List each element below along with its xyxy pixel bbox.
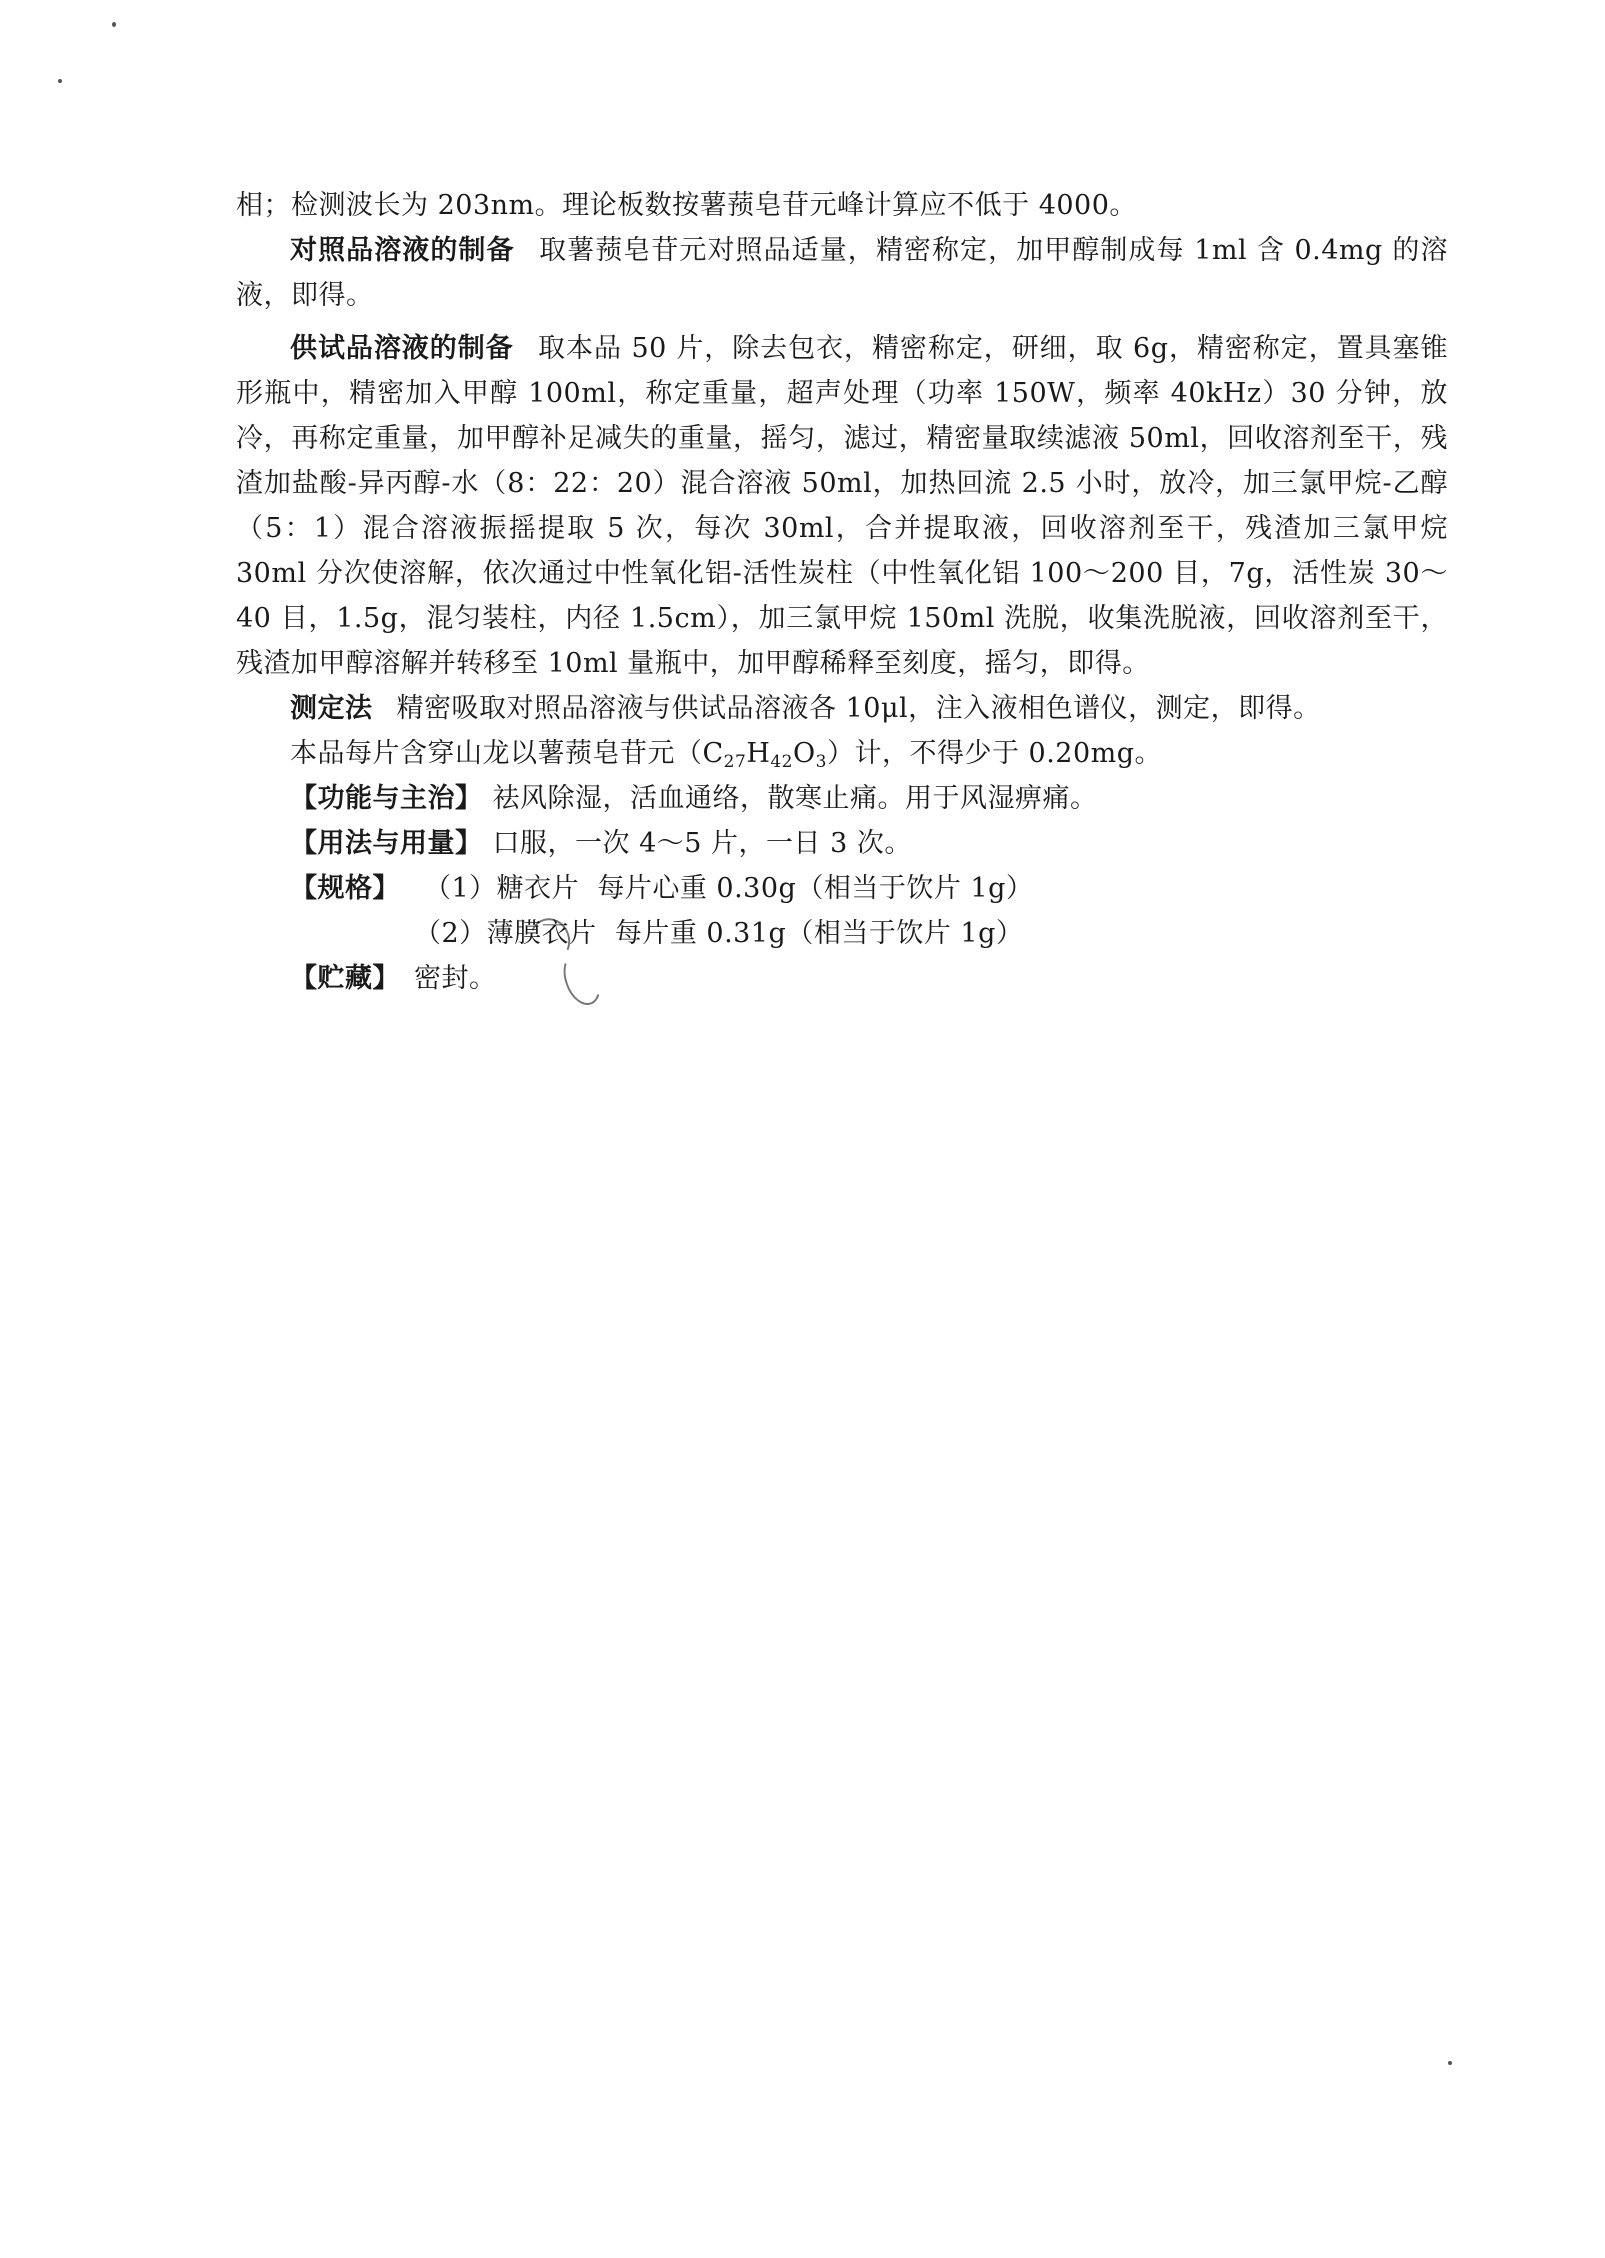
functions-heading: 【功能与主治】 — [290, 783, 483, 814]
spec-item-1: （1）糖衣片 每片心重 0.30g（相当于饮片 1g） — [424, 873, 1034, 904]
document-body — [236, 183, 1448, 1001]
usage-line — [236, 821, 1448, 866]
usage-text: 口服，一次 4～5 片，一日 3 次。 — [492, 828, 912, 859]
functions-text: 祛风除湿，活血通络，散寒止痛。用于风湿痹痛。 — [492, 783, 1098, 814]
formula-sub-42: 42 — [770, 752, 793, 772]
spec-heading: 【规格】 — [290, 873, 400, 904]
formula-h: H — [746, 738, 771, 769]
paragraph-sample-prep — [236, 326, 1448, 686]
content-limit-before: 本品每片含穿山龙以薯蓣皂苷元（C — [290, 738, 724, 769]
formula-o: O — [793, 738, 816, 769]
formula-sub-3: 3 — [815, 752, 827, 772]
spec-item-2: （2）薄膜衣片 每片重 0.31g（相当于饮片 1g） — [414, 918, 1024, 949]
content-limit-line — [236, 731, 1448, 776]
reference-prep-heading: 对照品溶液的制备 — [290, 235, 515, 266]
sample-prep-heading: 供试品溶液的制备 — [290, 333, 514, 364]
paragraph-detection — [236, 183, 1448, 228]
storage-line — [236, 956, 1448, 1001]
scan-speck — [1448, 2061, 1452, 2065]
content-limit-after: ）计，不得少于 0.20mg。 — [826, 738, 1163, 769]
usage-heading: 【用法与用量】 — [290, 828, 483, 859]
scan-speck — [112, 22, 116, 27]
formula-sub-27: 27 — [723, 752, 747, 772]
spec-line-1 — [236, 866, 1448, 911]
paragraph-assay — [236, 686, 1448, 731]
detection-text: 相；检测波长为 203nm。理论板数按薯蓣皂苷元峰计算应不低于 4000。 — [236, 190, 1137, 221]
storage-text: 密封。 — [414, 963, 497, 994]
storage-heading: 【贮藏】 — [290, 963, 400, 994]
spec-line-2 — [236, 911, 1448, 956]
assay-text: 精密吸取对照品溶液与供试品溶液各 10μl，注入液相色谱仪，测定，即得。 — [396, 693, 1321, 724]
functions-line — [236, 776, 1448, 821]
assay-heading: 测定法 — [290, 693, 373, 724]
sample-prep-text: 取本品 50 片，除去包衣，精密称定，研细，取 6g，精密称定，置具塞锥形瓶中，精密加入甲醇 100ml，称定重量，超声处理（功率 150W，频率 40kHz）30 分钟，放冷，再称定重量，加甲醇补足减失的重量，摇匀，滤过，精密量取续滤液 50ml，回收溶剂至干，残渣加盐酸-异丙醇-水（8：22：20）混合溶液 50ml，加热回流 2.5 小时，放冷，加三氯甲烷-乙醇（5：1）混合溶液振摇提取 5 次，每次 30ml，合并提取液，回收溶剂至干，残渣加三氯甲烷 30ml 分次使溶解，依次通过中性氧化铝-活性炭柱（中性氧化铝 100～200 目，7g，活性炭 30～40 目，1.5g，混匀装柱，内径 1.5cm），加三氯甲烷 150ml 洗脱，收集洗脱液，回收溶剂至干，残渣加甲醇溶解并转移至 10ml 量瓶中，加甲醇稀释至刻度，摇匀，即得。 — [236, 333, 1449, 679]
paragraph-reference-prep — [236, 228, 1448, 318]
scan-speck — [58, 79, 62, 83]
reference-prep-text: 取薯蓣皂苷元对照品适量，精密称定，加甲醇制成每 1ml 含 0.4mg 的溶液，即得。 — [236, 235, 1448, 311]
